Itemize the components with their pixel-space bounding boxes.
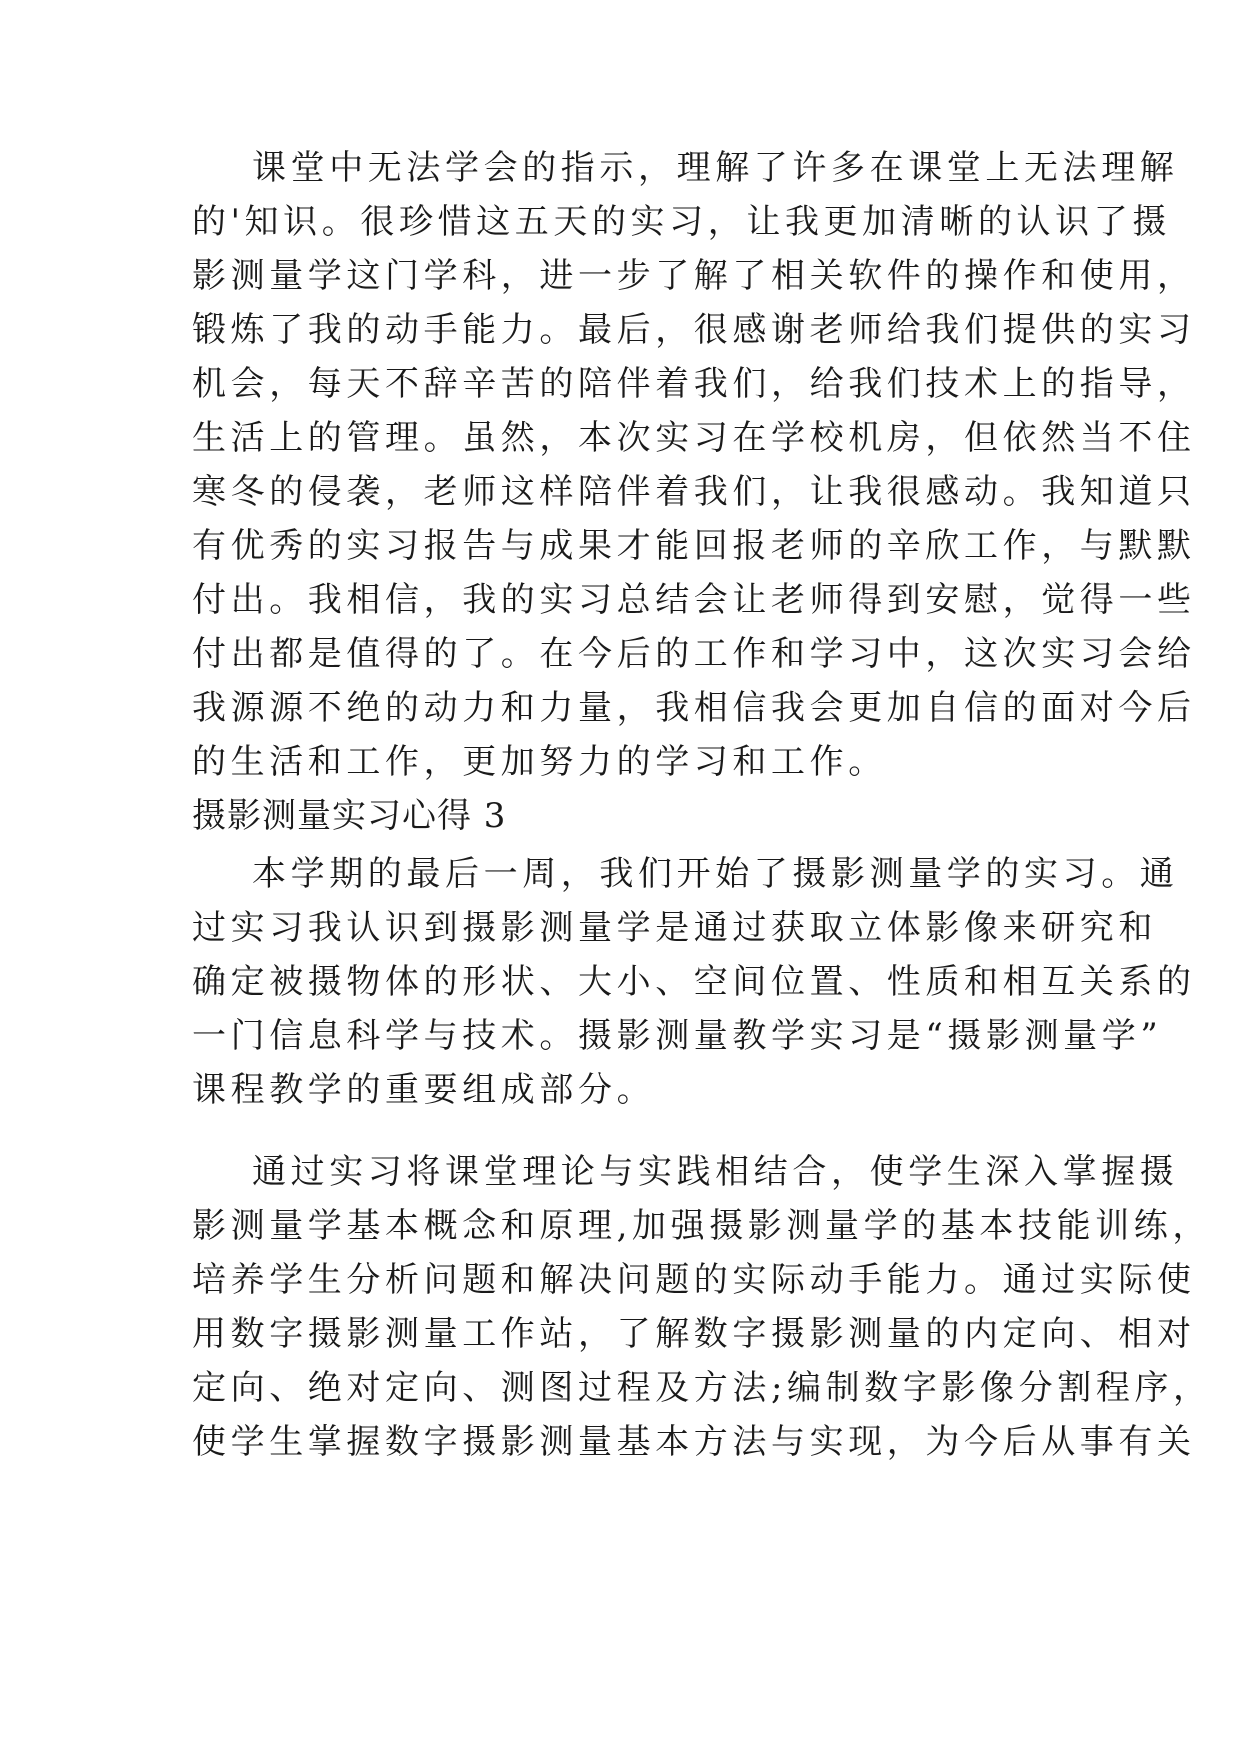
paragraph-3-line-5: 定向、绝对定向、测图过程及方法;编制数字影像分割程序， [192,1368,1212,1408]
paragraph-2-line-2: 过实习我认识到摄影测量学是通过获取立体影像来研究和 [192,908,1157,948]
paragraph-1-line-7: 寒冬的侵袭，老师这样陪伴着我们，让我很感动。我知道只 [192,472,1196,512]
paragraph-1-line-6: 生活上的管理。虽然，本次实习在学校机房，但依然当不住 [192,418,1196,458]
paragraph-1-line-1: 课堂中无法学会的指示，理解了许多在课堂上无法理解 [252,148,1179,188]
paragraph-3-line-3: 培养学生分析问题和解决问题的实际动手能力。通过实际使 [192,1260,1196,1300]
paragraph-2-line-3: 确定被摄物体的形状、大小、空间位置、性质和相互关系的 [192,962,1196,1002]
paragraph-1-line-3: 影测量学这门学科，进一步了解了相关软件的操作和使用， [192,256,1196,296]
paragraph-3-line-6: 使学生掌握数字摄影测量基本方法与实现，为今后从事有关 [192,1422,1196,1462]
paragraph-1-line-10: 付出都是值得的了。在今后的工作和学习中，这次实习会给 [192,634,1196,674]
paragraph-2-line-5: 课程教学的重要组成部分。 [192,1070,656,1110]
paragraph-1-line-4: 锻炼了我的动手能力。最后，很感谢老师给我们提供的实习 [192,310,1196,350]
paragraph-3-line-1: 通过实习将课堂理论与实践相结合，使学生深入掌握摄 [252,1152,1179,1192]
paragraph-1-line-12: 的生活和工作，更加努力的学习和工作。 [192,742,887,782]
paragraph-2-line-1: 本学期的最后一周，我们开始了摄影测量学的实习。通 [252,854,1179,894]
paragraph-1-line-2: 的'知识。很珍惜这五天的实习，让我更加清晰的认识了摄 [192,202,1171,242]
paragraph-3-line-4: 用数字摄影测量工作站，了解数字摄影测量的内定向、相对 [192,1314,1196,1354]
section-heading: 摄影测量实习心得 3 [192,796,507,836]
paragraph-1-line-5: 机会，每天不辞辛苦的陪伴着我们，给我们技术上的指导， [192,364,1196,404]
paragraph-1-line-9: 付出。我相信，我的实习总结会让老师得到安慰，觉得一些 [192,580,1196,620]
paragraph-1-line-8: 有优秀的实习报告与成果才能回报老师的辛欣工作，与默默 [192,526,1196,566]
paragraph-3-line-2: 影测量学基本概念和原理,加强摄影测量学的基本技能训练， [192,1206,1212,1246]
paragraph-1-line-11: 我源源不绝的动力和力量，我相信我会更加自信的面对今后 [192,688,1196,728]
paragraph-2-line-4: 一门信息科学与技术。摄影测量教学实习是“摄影测量学” [192,1016,1163,1056]
